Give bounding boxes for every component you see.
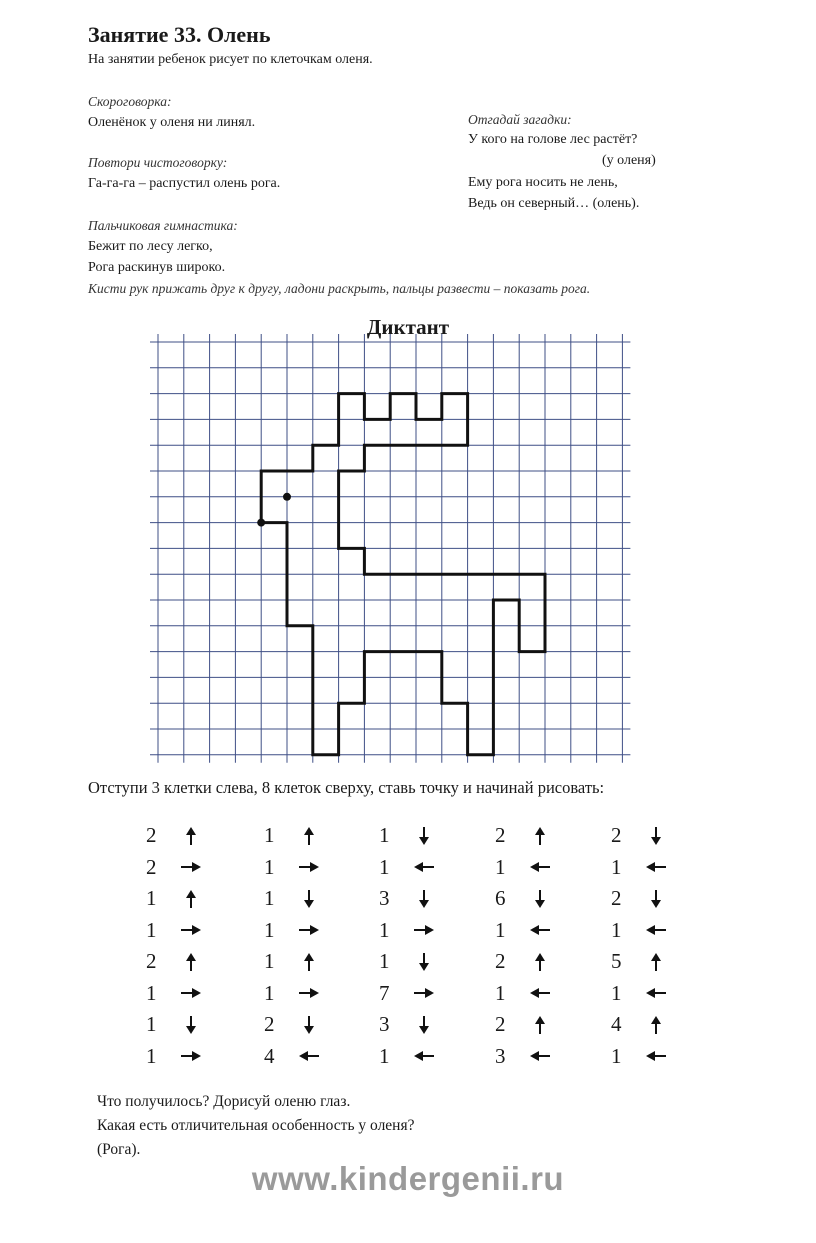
arrow-right-icon [294, 923, 324, 937]
step-row [146, 883, 236, 915]
step-row [611, 852, 701, 884]
arrow-up-icon [176, 826, 206, 846]
arrow-right-icon [409, 923, 439, 937]
step-row [264, 946, 354, 978]
step-row [264, 852, 354, 884]
tongue-twister-text: Оленёнок у оленя ни линял. [88, 115, 256, 130]
step-row [495, 915, 585, 947]
dictation-steps [0, 820, 816, 1070]
step-count: 3 [379, 886, 390, 911]
arrow-up-icon [641, 952, 671, 972]
step-row [264, 978, 354, 1010]
pure-phrase-label: Повтори чистоговорку: [88, 155, 228, 170]
step-count: 1 [611, 1043, 622, 1068]
finger-gym-line-1: Бежит по лесу легко, [88, 239, 213, 254]
arrow-up-icon [176, 952, 206, 972]
step-count: 1 [379, 949, 390, 974]
step-count: 1 [495, 854, 506, 879]
riddle-answer-1: (у оленя) [602, 153, 656, 168]
page-title: Занятие 33. Олень [88, 22, 271, 47]
arrow-right-icon [409, 986, 439, 1000]
arrow-left-icon [409, 860, 439, 874]
arrow-left-icon [641, 923, 671, 937]
step-count: 1 [264, 917, 275, 942]
step-column-2 [264, 820, 354, 1072]
riddle-line-3: Ведь он северный… (олень). [468, 196, 640, 211]
step-row [379, 852, 469, 884]
dictation-instruction: Отступи 3 клетки слева, 8 клеток сверху, ставь точку и начинай рисовать: [88, 778, 605, 797]
step-count: 1 [379, 917, 390, 942]
step-count: 1 [379, 1043, 390, 1068]
finger-gym-instruction: Кисти рук прижать друг к другу, ладони раскрыть, пальцы развести – показать рога. [88, 281, 591, 296]
step-count: 1 [379, 823, 390, 848]
step-row [379, 1041, 469, 1073]
arrow-up-icon [641, 1015, 671, 1035]
arrow-right-icon [294, 860, 324, 874]
step-count: 3 [379, 1012, 390, 1037]
step-row [146, 820, 236, 852]
tongue-twister-label: Скороговорка: [88, 94, 172, 109]
step-count: 4 [611, 1012, 622, 1037]
arrow-up-icon [525, 826, 555, 846]
step-count: 2 [146, 823, 157, 848]
question-1: Что получилось? Дорисуй оленю глаз. [97, 1093, 351, 1110]
step-row [146, 1041, 236, 1073]
step-count: 1 [264, 854, 275, 879]
step-row [611, 978, 701, 1010]
step-column-4 [495, 820, 585, 1072]
arrow-down-icon [176, 1015, 206, 1035]
step-count: 1 [264, 886, 275, 911]
step-count: 2 [611, 886, 622, 911]
arrow-down-icon [641, 889, 671, 909]
arrow-down-icon [294, 1015, 324, 1035]
arrow-up-icon [525, 1015, 555, 1035]
pure-phrase-text: Га-га-га – распустил олень рога. [88, 176, 281, 191]
step-count: 2 [146, 854, 157, 879]
step-row [611, 820, 701, 852]
step-row [495, 1041, 585, 1073]
arrow-left-icon [409, 1049, 439, 1063]
step-row [146, 946, 236, 978]
step-count: 2 [495, 1012, 506, 1037]
step-count: 2 [264, 1012, 275, 1037]
step-count: 2 [495, 823, 506, 848]
intro-text: На занятии ребенок рисует по клеточкам оленя. [88, 52, 373, 67]
step-count: 1 [379, 854, 390, 879]
step-row [146, 1009, 236, 1041]
step-count: 2 [495, 949, 506, 974]
step-row [495, 883, 585, 915]
step-row [379, 820, 469, 852]
step-row [146, 978, 236, 1010]
arrow-down-icon [409, 952, 439, 972]
step-column-1 [146, 820, 236, 1072]
arrow-up-icon [294, 826, 324, 846]
step-row [146, 852, 236, 884]
step-row [611, 1009, 701, 1041]
dictation-grid [150, 332, 650, 772]
step-row [379, 946, 469, 978]
step-row [264, 820, 354, 852]
arrow-left-icon [525, 1049, 555, 1063]
arrow-down-icon [294, 889, 324, 909]
step-row [264, 883, 354, 915]
step-count: 1 [611, 980, 622, 1005]
arrow-right-icon [176, 986, 206, 1000]
arrow-right-icon [176, 860, 206, 874]
arrow-right-icon [176, 1049, 206, 1063]
step-count: 1 [146, 917, 157, 942]
step-count: 3 [495, 1043, 506, 1068]
step-row [495, 820, 585, 852]
step-row [611, 915, 701, 947]
riddle-label: Отгадай загадки: [468, 112, 572, 127]
arrow-right-icon [294, 986, 324, 1000]
step-count: 7 [379, 980, 390, 1005]
step-count: 1 [146, 1012, 157, 1037]
step-row [379, 978, 469, 1010]
step-row [146, 915, 236, 947]
arrow-up-icon [176, 889, 206, 909]
arrow-left-icon [525, 986, 555, 1000]
step-row [264, 915, 354, 947]
step-count: 1 [146, 1043, 157, 1068]
step-count: 6 [495, 886, 506, 911]
arrow-right-icon [176, 923, 206, 937]
step-count: 1 [495, 917, 506, 942]
step-count: 1 [495, 980, 506, 1005]
step-count: 1 [264, 949, 275, 974]
step-count: 1 [264, 823, 275, 848]
step-count: 1 [146, 980, 157, 1005]
step-row [495, 852, 585, 884]
step-column-3 [379, 820, 469, 1072]
arrow-left-icon [294, 1049, 324, 1063]
step-row [264, 1009, 354, 1041]
riddle-line-1: У кого на голове лес растёт? [468, 132, 638, 147]
arrow-down-icon [525, 889, 555, 909]
step-count: 2 [146, 949, 157, 974]
arrow-down-icon [409, 826, 439, 846]
arrow-up-icon [525, 952, 555, 972]
step-count: 5 [611, 949, 622, 974]
arrow-down-icon [409, 1015, 439, 1035]
riddle-line-2: Ему рога носить не лень, [468, 175, 618, 190]
step-count: 4 [264, 1043, 275, 1068]
arrow-left-icon [641, 986, 671, 1000]
step-row [264, 1041, 354, 1073]
step-column-5 [611, 820, 701, 1072]
step-row [495, 978, 585, 1010]
step-count: 2 [611, 823, 622, 848]
step-row [611, 883, 701, 915]
answer-text: (Рога). [97, 1141, 141, 1158]
finger-gym-label: Пальчиковая гимнастика: [88, 218, 238, 233]
arrow-left-icon [641, 1049, 671, 1063]
arrow-down-icon [641, 826, 671, 846]
step-row [379, 1009, 469, 1041]
step-row [611, 946, 701, 978]
step-count: 1 [264, 980, 275, 1005]
arrow-left-icon [641, 860, 671, 874]
step-row [495, 1009, 585, 1041]
step-count: 1 [611, 917, 622, 942]
step-count: 1 [146, 886, 157, 911]
arrow-up-icon [294, 952, 324, 972]
arrow-left-icon [525, 860, 555, 874]
start-dot [257, 519, 265, 527]
question-2: Какая есть отличительная особенность у оленя? [97, 1117, 415, 1134]
step-row [379, 883, 469, 915]
step-row [379, 915, 469, 947]
step-row [495, 946, 585, 978]
arrow-down-icon [409, 889, 439, 909]
step-count: 1 [611, 854, 622, 879]
eye-dot [283, 493, 291, 501]
finger-gym-line-2: Рога раскинув широко. [88, 260, 226, 275]
step-row [611, 1041, 701, 1073]
watermark: www.kindergenii.ru [251, 1160, 565, 1197]
dictation-title: Диктант [366, 315, 450, 339]
arrow-left-icon [525, 923, 555, 937]
